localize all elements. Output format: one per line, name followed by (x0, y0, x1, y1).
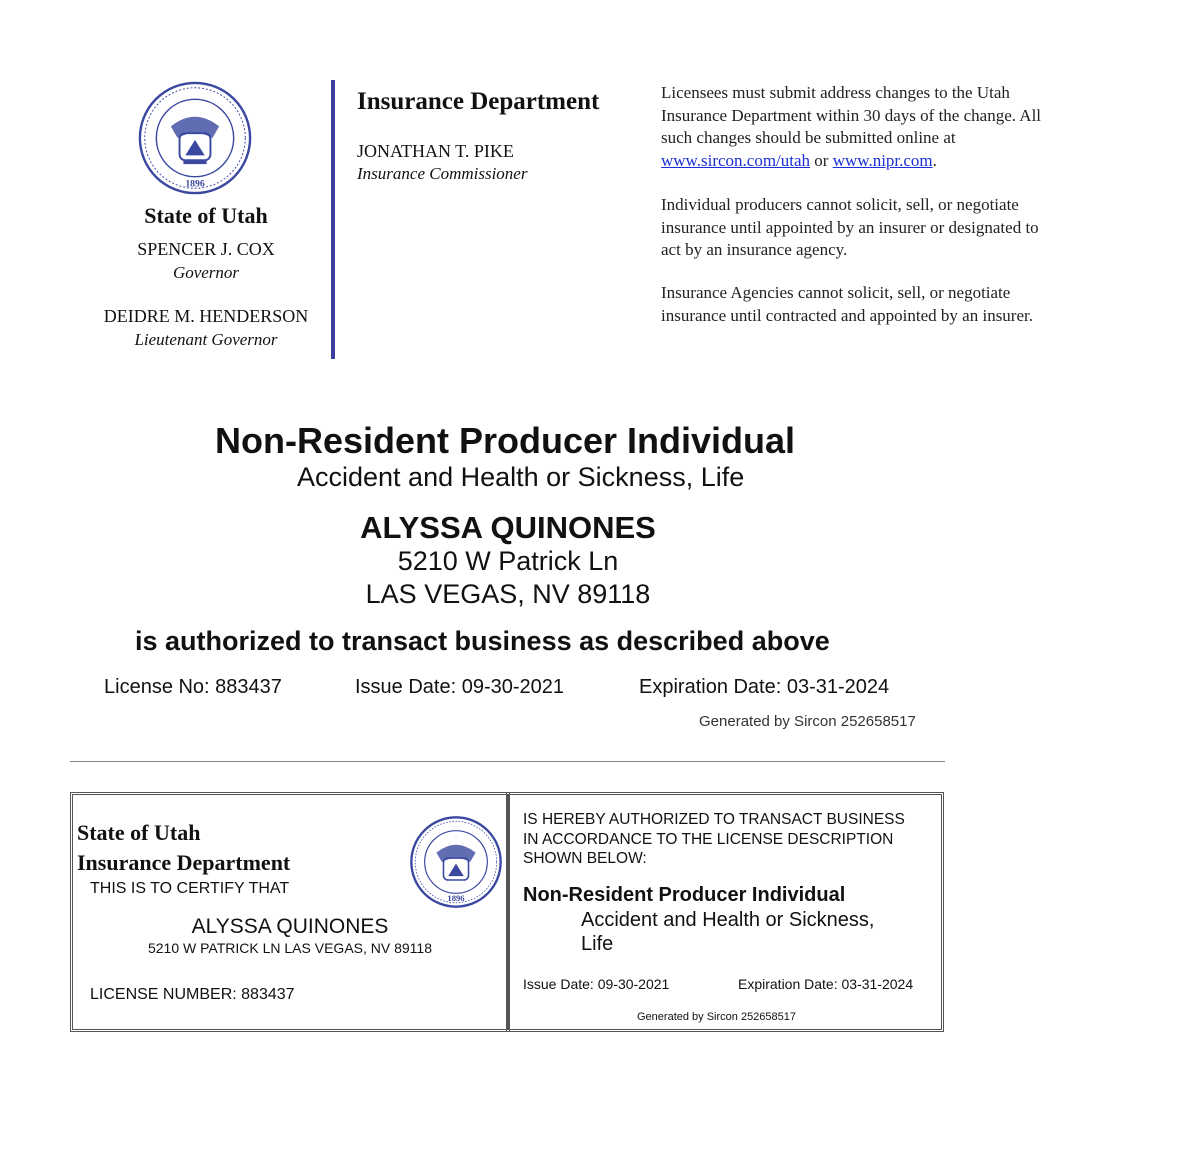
commissioner-name: JONATHAN T. PIKE (357, 141, 514, 161)
utah-seal-icon (136, 80, 254, 196)
header-divider (331, 80, 335, 359)
card-license-type: Non-Resident Producer Individual (523, 884, 846, 906)
card-authorized-text: IS HEREBY AUTHORIZED TO TRANSACT BUSINESS IN ACCORDANCE TO THE LICENSE DESCRIPTION SHOWN BELOW: (523, 811, 905, 867)
nipr-link[interactable]: www.nipr.com (832, 150, 933, 170)
card-state: State of Utah (77, 820, 201, 845)
card-expiration-date: Expiration Date: 03-31-2024 (738, 976, 914, 992)
address-line-2: LAS VEGAS, NV 89118 (365, 579, 651, 609)
generated-by: Generated by Sircon 252658517 (699, 713, 916, 730)
lt-governor-name: DEIDRE M. HENDERSON (103, 306, 309, 326)
license-type: Non-Resident Producer Individual (215, 420, 796, 461)
notice-text: . (932, 150, 937, 170)
svg-text:1896: 1896 (447, 893, 465, 904)
card-department: Insurance Department (77, 850, 291, 875)
license-number: License No: 883437 (104, 676, 282, 698)
card-address: 5210 W PATRICK LN LAS VEGAS, NV 89118 (147, 940, 432, 956)
state-name: State of Utah (144, 203, 268, 228)
licensee-name: ALYSSA QUINONES (360, 510, 656, 545)
address-line-1: 5210 W Patrick Ln (397, 546, 619, 576)
notice-agencies: Insurance Agencies cannot solicit, sell, or negotiate insurance until contracted and appointed by an insurer. (661, 283, 1033, 325)
notice-address-changes (661, 82, 1056, 172)
card-seal-icon (409, 814, 503, 910)
sircon-link[interactable]: www.sircon.com/utah (661, 150, 811, 170)
notice-text: or (810, 150, 833, 170)
card-licensee-name: ALYSSA QUINONES (191, 915, 389, 938)
card-lines-2: Life (581, 933, 614, 955)
card-certify: THIS IS TO CERTIFY THAT (90, 880, 290, 897)
svg-text:1896: 1896 (185, 178, 205, 190)
cut-line (70, 761, 945, 762)
notice-text: Licensees must submit address changes to the Utah Insurance Department within 30 days of the change. All such changes should be submitted online at (661, 83, 1042, 147)
card-generated-by: Generated by Sircon 252658517 (637, 1011, 797, 1023)
department-title: Insurance Department (357, 88, 600, 115)
commissioner-title: Insurance Commissioner (357, 164, 528, 183)
authorized-statement: is authorized to transact business as described above (135, 626, 830, 656)
card-lines-1: Accident and Health or Sickness, (581, 909, 875, 931)
card-issue-date: Issue Date: 09-30-2021 (523, 976, 670, 992)
license-lines: Accident and Health or Sickness, Life (297, 462, 745, 492)
governor-name: SPENCER J. COX (137, 239, 275, 259)
governor-title: Governor (172, 263, 240, 282)
expiration-date: Expiration Date: 03-31-2024 (639, 676, 890, 698)
lt-governor-title: Lieutenant Governor (134, 330, 278, 349)
issue-date: Issue Date: 09-30-2021 (355, 676, 565, 698)
card-license-number: LICENSE NUMBER: 883437 (90, 986, 295, 1003)
notice-producers: Individual producers cannot solicit, sell, or negotiate insurance until appointed by an insurer or designated to act by an insurance agency. (661, 195, 1039, 259)
